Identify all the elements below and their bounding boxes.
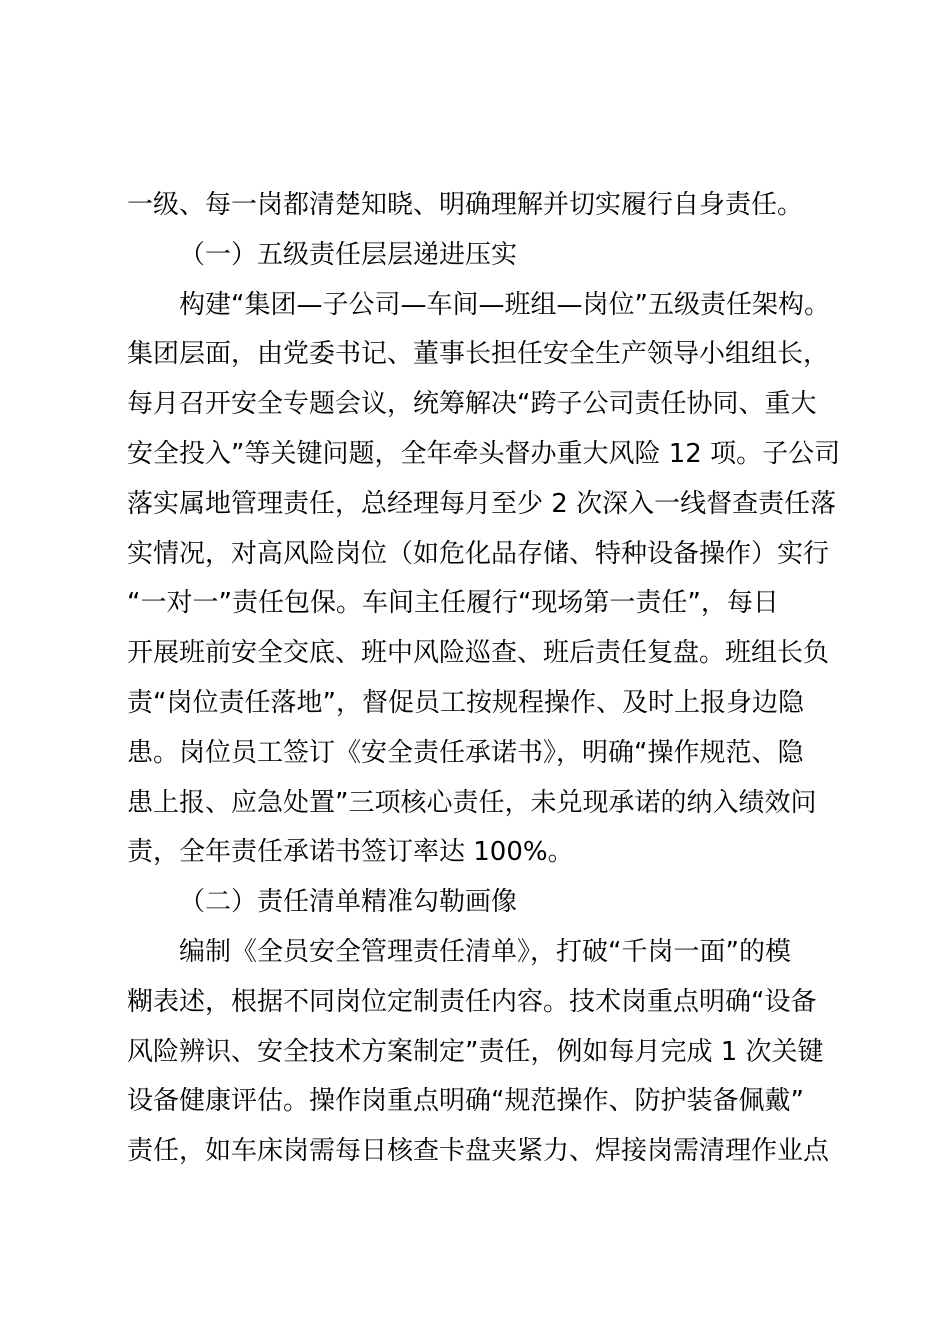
body-line: 实情况，对高风险岗位（如危化品存储、特种设备操作）实行 — [127, 538, 830, 569]
body-line: 责，全年责任承诺书签订率达 100%。 — [127, 837, 574, 868]
body-line: “一对一”责任包保。车间主任履行“现场第一责任”，每日 — [127, 588, 779, 619]
body-line: 责任，如车床岗需每日核查卡盘夹紧力、焊接岗需清理作业点 — [127, 1136, 830, 1167]
paragraph-first-line: 构建“集团—子公司—车间—班组—岗位”五级责任架构。 — [179, 289, 830, 320]
body-line: 开展班前安全交底、班中风险巡查、班后责任复盘。班组长负 — [127, 638, 830, 669]
body-line: 糊表述，根据不同岗位定制责任内容。技术岗重点明确“设备 — [127, 986, 817, 1017]
body-line: 患上报、应急处置”三项核心责任，未兑现承诺的纳入绩效问 — [127, 787, 817, 818]
body-line: 风险辨识、安全技术方案制定”责任，例如每月完成 1 次关键 — [127, 1036, 824, 1067]
body-line: 每月召开安全专题会议，统筹解决“跨子公司责任协同、重大 — [127, 389, 817, 420]
body-line: 集团层面，由党委书记、董事长担任安全生产领导小组组长， — [127, 339, 830, 370]
body-line: 安全投入”等关键问题，全年牵头督办重大风险 12 项。子公司 — [127, 438, 841, 469]
section-heading-1: （一）五级责任层层递进压实 — [179, 239, 518, 270]
document-body — [127, 181, 841, 1177]
section-heading-2: （二）责任清单精准勾勒画像 — [179, 887, 518, 918]
body-line: 患。岗位员工签订《安全责任承诺书》，明确“操作规范、隐 — [127, 737, 804, 768]
body-line: 设备健康评估。操作岗重点明确“规范操作、防护装备佩戴” — [127, 1086, 804, 1117]
body-line: 责“岗位责任落地”，督促员工按规程操作、及时上报身边隐 — [127, 687, 804, 718]
body-line: 一级、每一岗都清楚知晓、明确理解并切实履行自身责任。 — [127, 190, 804, 220]
paragraph-first-line: 编制《全员安全管理责任清单》，打破“千岗一面”的模 — [179, 936, 791, 967]
body-line: 落实属地管理责任，总经理每月至少 2 次深入一线督查责任落 — [127, 488, 837, 519]
